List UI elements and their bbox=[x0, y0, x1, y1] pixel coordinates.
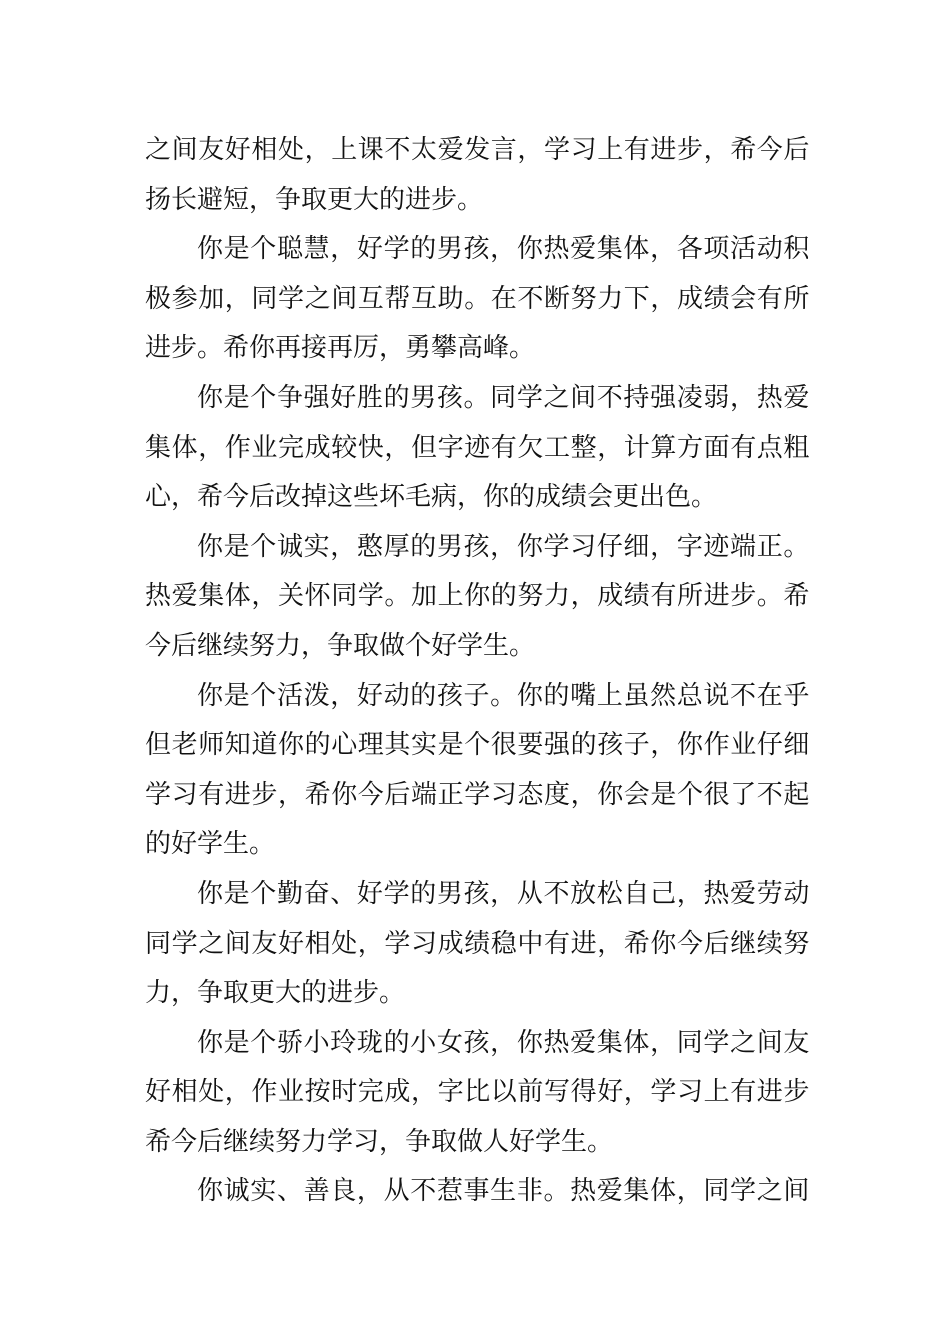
text-line: 力，争取更大的进步。 bbox=[145, 978, 406, 1009]
text-line: 集体，作业完成较快，但字迹有欠工整，计算方面有点粗 bbox=[145, 432, 810, 463]
paragraph bbox=[145, 126, 810, 225]
text-line: 你是个诚实，憨厚的男孩，你学习仔细，字迹端正。 bbox=[197, 531, 810, 562]
paragraph bbox=[145, 1019, 810, 1168]
text-line: 你是个勤奋、好学的男孩，从不放松自己，热爱劳动 bbox=[197, 878, 810, 909]
text-line: 热爱集体，关怀同学。加上你的努力，成绩有所进步。希 bbox=[145, 581, 810, 612]
text-line: 今后继续努力，争取做个好学生。 bbox=[145, 630, 536, 661]
paragraph bbox=[145, 523, 810, 672]
text-line: 你是个活泼，好动的孩子。你的嘴上虽然总说不在乎 bbox=[197, 680, 810, 711]
text-line: 极参加，同学之间互帮互助。在不断努力下，成绩会有所 bbox=[145, 283, 810, 314]
document-body bbox=[145, 126, 810, 1217]
text-line: 你诚实、善良，从不惹事生非。热爱集体，同学之间 bbox=[197, 1176, 810, 1207]
paragraph bbox=[145, 1167, 810, 1217]
text-line: 之间友好相处，上课不太爱发言，学习上有进步，希今后 bbox=[145, 135, 810, 165]
text-line: 学习有进步，希你今后端正学习态度，你会是个很了不起 bbox=[145, 779, 810, 810]
paragraph bbox=[145, 672, 810, 870]
paragraph bbox=[145, 870, 810, 1019]
text-line: 你是个争强好胜的男孩。同学之间不持强凌弱，热爱 bbox=[197, 382, 810, 413]
text-line: 你是个聪慧，好学的男孩，你热爱集体，各项活动积 bbox=[197, 234, 810, 265]
text-line: 的好学生。 bbox=[145, 829, 276, 860]
text-line: 但老师知道你的心理其实是个很要强的孩子，你作业仔细 bbox=[145, 730, 810, 761]
paragraph bbox=[145, 374, 810, 523]
text-line: 同学之间友好相处，学习成绩稳中有进，希你今后继续努 bbox=[145, 928, 810, 959]
text-line: 好相处，作业按时完成，字比以前写得好，学习上有进步 bbox=[145, 1077, 810, 1108]
text-line: 心，希今后改掉这些坏毛病，你的成绩会更出色。 bbox=[145, 482, 718, 513]
text-line: 希今后继续努力学习，争取做人好学生。 bbox=[145, 1126, 614, 1157]
paragraph bbox=[145, 225, 810, 374]
text-line: 你是个骄小玲珑的小女孩，你热爱集体，同学之间友 bbox=[197, 1027, 810, 1058]
text-line: 进步。希你再接再厉，勇攀高峰。 bbox=[145, 333, 536, 364]
text-line: 扬长避短，争取更大的进步。 bbox=[145, 184, 484, 215]
